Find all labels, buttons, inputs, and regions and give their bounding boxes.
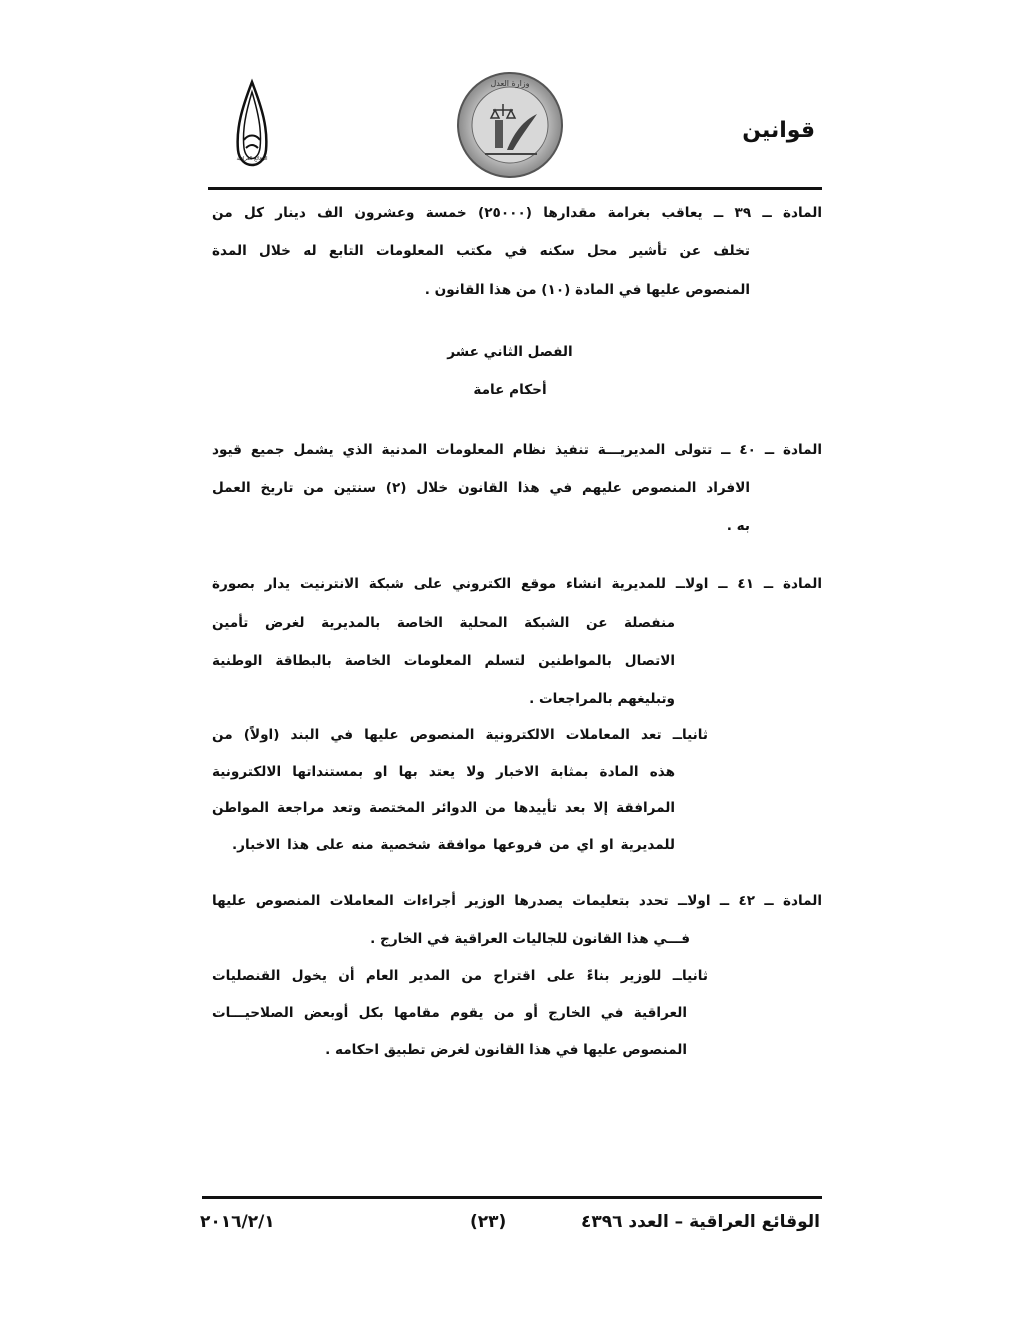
article-41-line-5: ثانياــ تعد المعاملات الالكترونية المنصوص عليها في البند (اولاً) من [212, 727, 708, 743]
article-42-line-3: ثانياــ للوزير بناءً على اقتراح من المدير العام أن يخول القنصليات [212, 968, 708, 984]
article-41-line-6: هذه المادة بمثابة الاخبار ولا يعتد بها او بمستنداتها الالكترونية [212, 764, 675, 780]
footer-page-number: (٢٣) [470, 1212, 507, 1232]
article-41-line-1: المادة ــ ٤١ ــ اولاــ للمديرية انشاء موقع الكتروني على شبكة الانترنيت يدار بصورة [212, 576, 822, 592]
article-42-line-4: العراقية في الخارج أو من يقوم مقامها بكل أوبعض الصلاحيـــات [212, 1005, 687, 1021]
article-41-line-2: منفصلة عن الشبكة المحلية الخاصة بالمديرية لغرض تأمين [212, 615, 675, 631]
article-40-line-1: المادة ــ ٤٠ ــ تتولى المديريـــة تنفيذ نظام المعلومات المدنية الذي يشمل جميع قيود [212, 442, 822, 458]
article-39-line-2: تخلف عن تأشير محل سكنه في مكتب المعلومات التابع له خلال المدة [212, 243, 750, 259]
seal-text: وزارة العدل [490, 79, 530, 88]
article-40-line-2: الافراد المنصوص عليهم في هذا القانون خلال (٢) سنتين من تاريخ العمل [212, 480, 750, 496]
article-42-line-2: فـــي هذا القانون للجاليات العراقية في الخارج . [370, 931, 690, 947]
article-41-line-7: المرافقة إلا بعد تأييدها من الدوائر المختصة وتعد مراجعة المواطن [212, 800, 675, 816]
gazette-logo-text: الوقائع العراقية [236, 156, 268, 162]
article-41-line-4: وتبليغهم بالمراجعات . [529, 691, 675, 707]
article-39-line-3: المنصوص عليها في المادة (١٠) من هذا القانون . [424, 282, 750, 298]
chapter-title: الفصل الثاني عشر [447, 344, 573, 360]
article-41-line-3: الاتصال بالمواطنين لتسلم المعلومات الخاصة بالبطاقة الوطنية [212, 653, 675, 669]
chapter-subtitle: أحكام عامة [473, 382, 547, 398]
article-42-line-5: المنصوص عليها في هذا القانون لغرض تطبيق احكامه . [325, 1042, 687, 1058]
article-41-line-8: للمديرية او اي من فروعها موافقة شخصية منه على هذا الاخبار. [232, 837, 675, 853]
ministry-of-justice-seal [455, 70, 565, 180]
header-divider [208, 187, 822, 190]
article-39-line-1: المادة ــ ٣٩ ــ يعاقب بغرامة مقدارها (٢٥٠٠٠) خمسة وعشرون الف دينار كل من [212, 205, 823, 221]
footer-divider [202, 1196, 822, 1199]
footer-gazette-issue: الوقائع العراقية – العدد ٤٣٩٦ [580, 1212, 820, 1232]
gazette-logo [228, 78, 276, 178]
article-40-line-3: به . [726, 518, 750, 534]
article-42-line-1: المادة ــ ٤٢ ــ اولاــ تحدد بتعليمات يصدرها الوزير أجراءات المعاملات المنصوص عليها [212, 893, 822, 909]
section-title: قوانين [742, 118, 815, 143]
footer-date: ٢٠١٦/٢/١ [200, 1212, 275, 1232]
